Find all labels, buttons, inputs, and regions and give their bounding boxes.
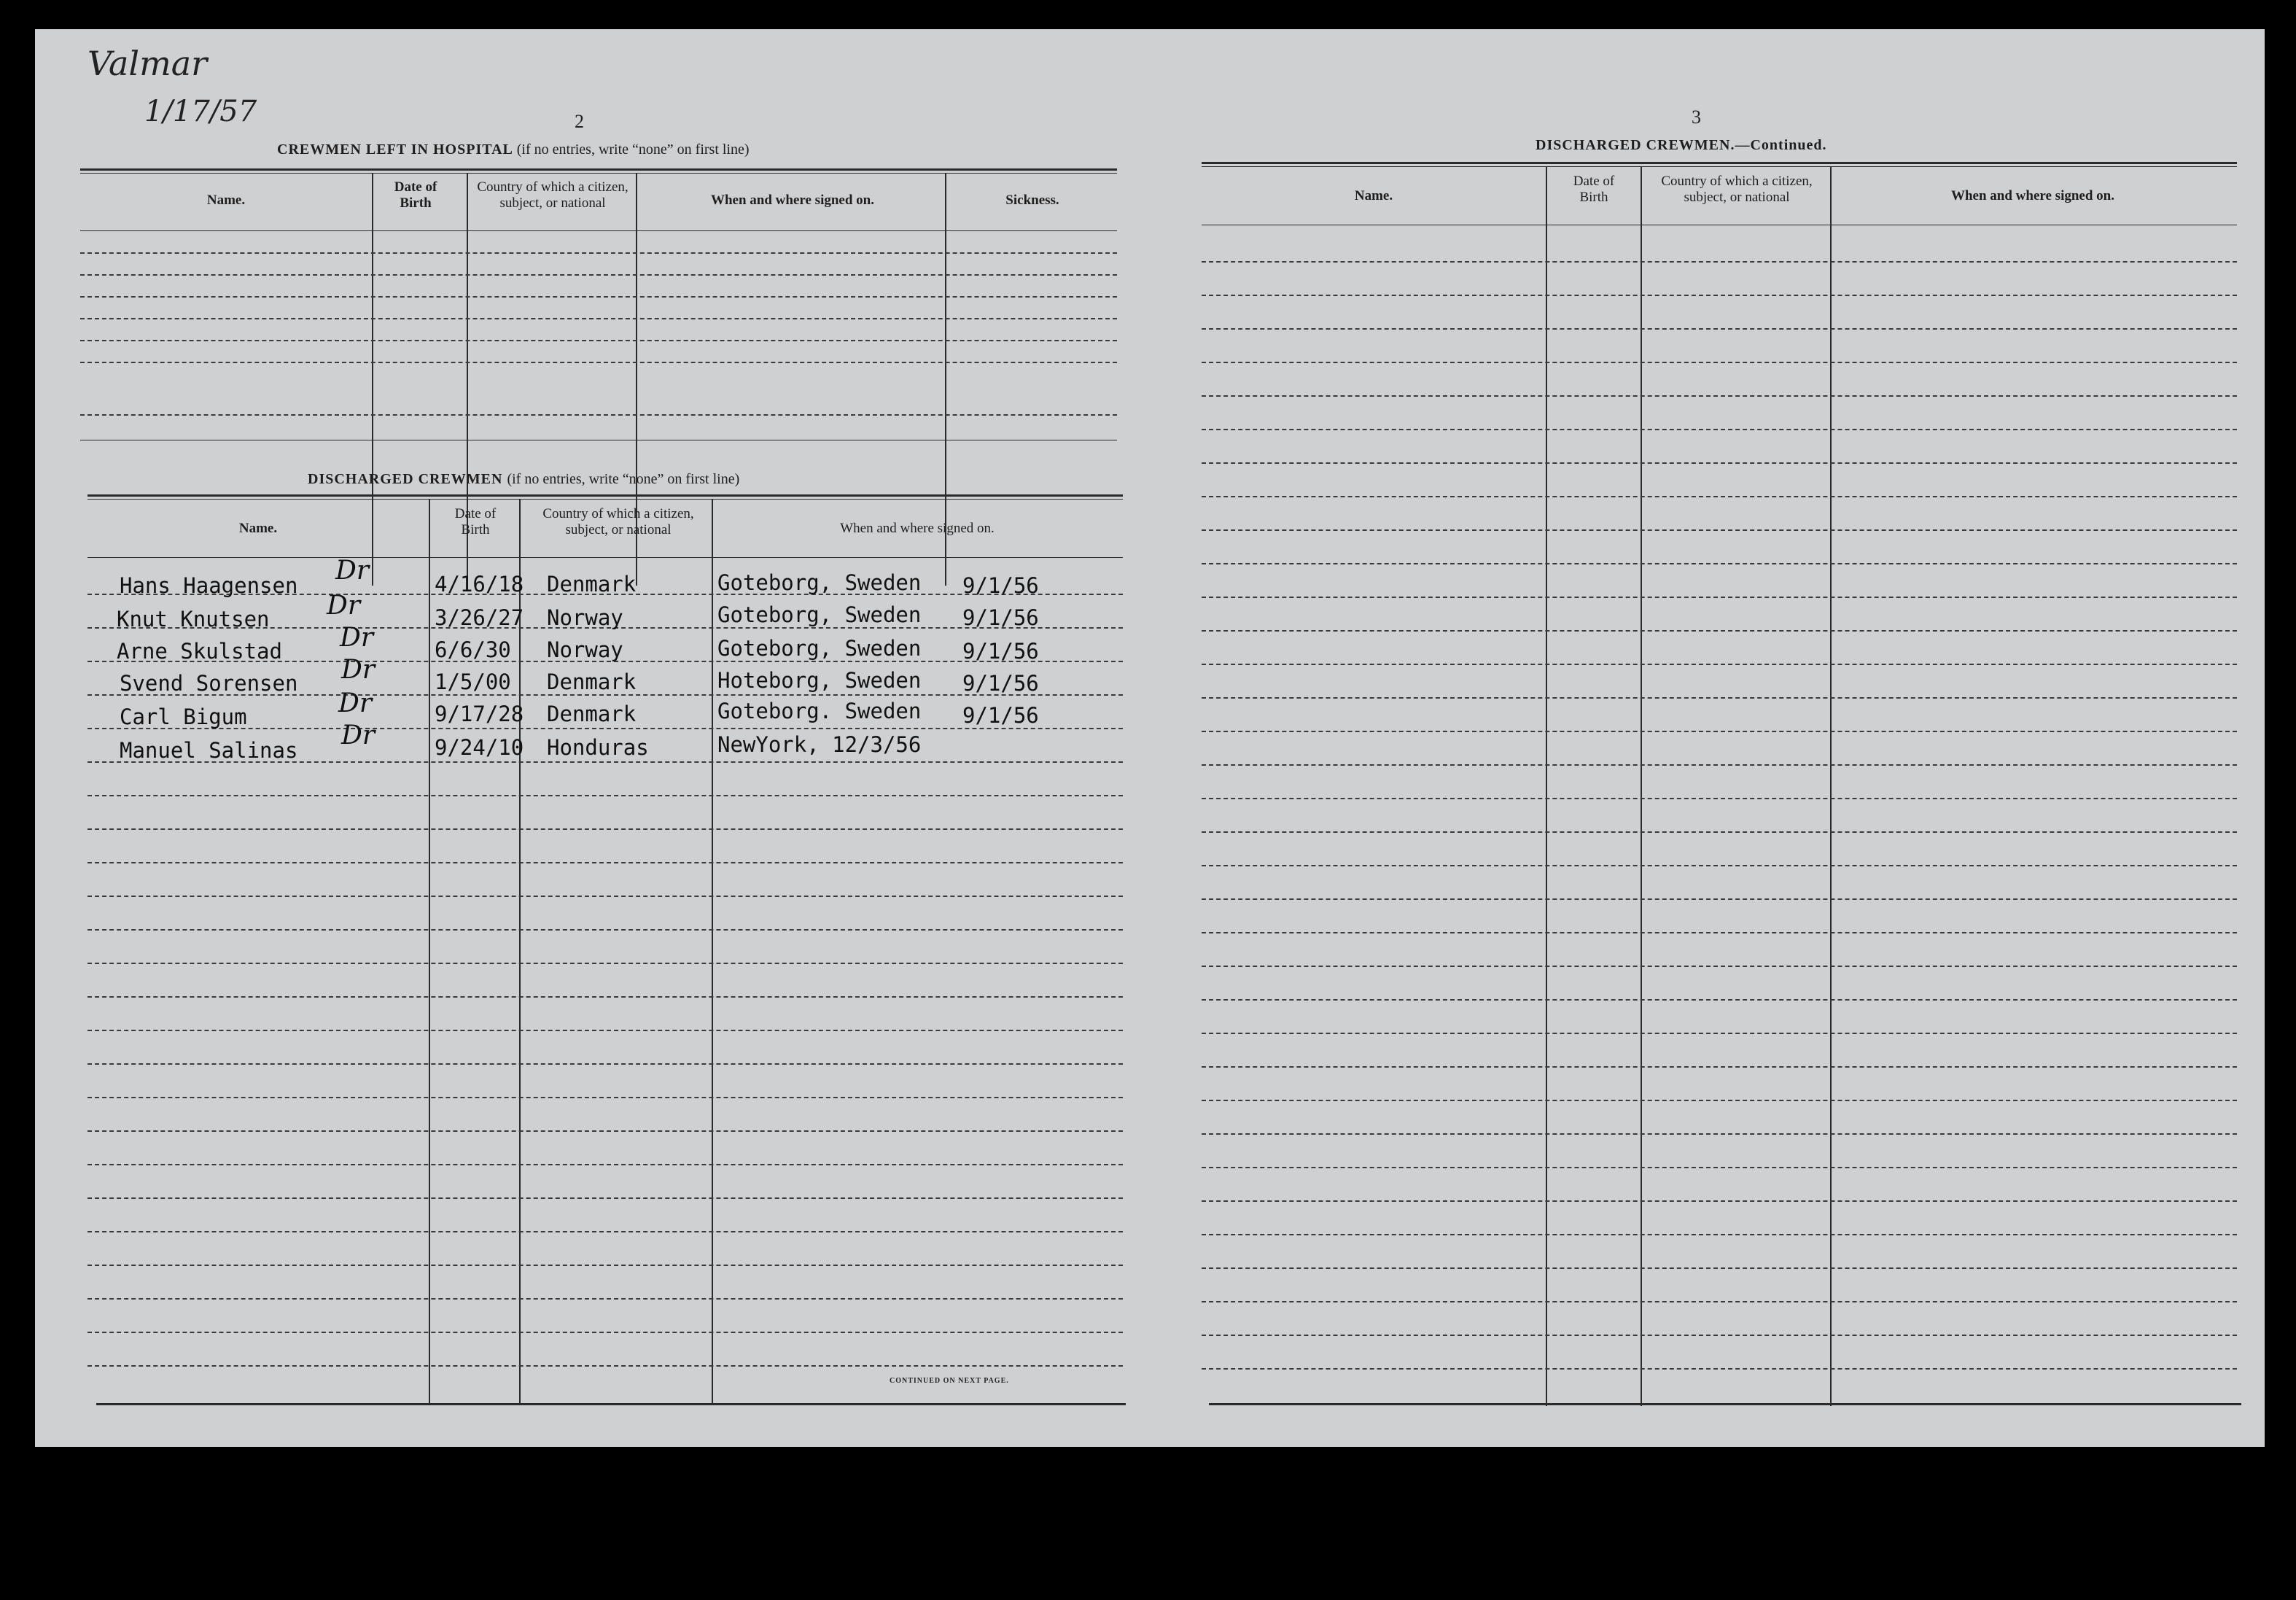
crew-signed-date: 9/1/56: [962, 573, 1039, 598]
discharged-header-signed-on: When and where signed on.: [840, 521, 995, 536]
crew-dob: 1/5/00: [435, 669, 511, 694]
discharge-mark: Dr: [327, 591, 361, 621]
document-sheet: [35, 29, 2265, 1447]
discharged-header-name: Name.: [238, 521, 278, 536]
crew-country: Norway: [547, 637, 623, 662]
crew-country: Honduras: [547, 735, 649, 760]
crew-signed-date: 9/1/56: [962, 605, 1039, 630]
crew-name: Hans Haagensen: [120, 573, 298, 598]
crew-name: Arne Skulstad: [117, 639, 282, 664]
page-number-right: 3: [1692, 106, 1701, 128]
continued-header-country: Country of which a citizen, subject, or national: [1661, 174, 1813, 205]
crew-dob: 4/16/18: [435, 572, 524, 597]
crew-signed-date: 9/1/56: [962, 671, 1039, 696]
hospital-section-title: [277, 141, 750, 158]
hospital-header-name: Name.: [206, 193, 246, 208]
crew-dob: 6/6/30: [435, 637, 511, 662]
hospital-header-sickness: Sickness.: [1005, 193, 1059, 208]
discharged-section-title: [308, 471, 739, 488]
crew-signed-place: Goteborg, Sweden: [717, 570, 922, 595]
discharge-mark: Dr: [338, 688, 373, 718]
crew-dob: 9/24/10: [435, 735, 524, 760]
hospital-header-signed-on: When and where signed on.: [710, 193, 874, 208]
discharged-header-country: Country of which a citizen, subject, or national: [542, 506, 694, 537]
hospital-table-top-rule: [80, 168, 1117, 171]
discharged-continued-title: DISCHARGED CREWMEN.—Continued.: [1536, 137, 1827, 153]
crew-name: Manuel Salinas: [120, 738, 298, 763]
crew-country: Denmark: [547, 669, 637, 694]
discharged-table-top-rule: [87, 494, 1123, 497]
discharged-header-rule: [87, 557, 1123, 558]
crew-dob: 3/26/27: [435, 605, 524, 630]
hospital-header-country: Country of which a citizen, subject, or national: [477, 179, 629, 211]
crew-name: Carl Bigum: [120, 704, 247, 729]
crew-country: Denmark: [547, 572, 637, 597]
crew-country: Norway: [547, 605, 623, 630]
crew-name: Knut Knutsen: [117, 607, 270, 632]
hospital-instruction: (if no entries, write “none” on first line): [516, 141, 750, 158]
page-number-left: 2: [575, 111, 584, 132]
hospital-header-rule: [80, 230, 1117, 231]
handwritten-vessel-name: Valmar: [87, 44, 208, 83]
handwritten-date: 1/17/57: [144, 95, 257, 128]
hospital-header-dob: Date of Birth: [394, 179, 437, 211]
discharged-title: DISCHARGED CREWMEN: [308, 471, 503, 487]
crew-signed-place: Hoteborg, Sweden: [717, 668, 922, 693]
discharge-mark: Dr: [341, 655, 375, 685]
crew-name: Svend Sorensen: [120, 671, 298, 696]
continued-header-name: Name.: [1354, 188, 1393, 203]
crew-dob: 9/17/28: [435, 702, 524, 726]
discharge-mark: Dr: [340, 623, 374, 653]
crew-signed-place: Goteborg, Sweden: [717, 636, 922, 661]
continued-footer: CONTINUED ON NEXT PAGE.: [890, 1377, 1009, 1385]
discharged-header-dob: Date of Birth: [454, 506, 497, 537]
crew-country: Denmark: [547, 702, 637, 726]
continued-header-dob: Date of Birth: [1573, 174, 1615, 205]
crew-signed-place: Goteborg, Sweden: [717, 602, 922, 627]
crew-signed-place: Goteborg. Sweden: [717, 699, 922, 723]
continued-table-top-rule: [1202, 162, 2237, 164]
continued-table-bottom-rule: [1209, 1403, 2241, 1405]
crew-signed-date: 9/1/56: [962, 703, 1039, 728]
continued-header-signed-on: When and where signed on.: [1950, 188, 2114, 203]
discharge-mark: Dr: [335, 556, 370, 586]
discharged-instruction: (if no entries, write “none” on first line): [507, 471, 740, 487]
discharge-mark: Dr: [341, 721, 375, 750]
discharged-table-bottom-rule: [96, 1403, 1126, 1405]
crew-signed-place: NewYork, 12/3/56: [717, 732, 922, 757]
hospital-title: CREWMEN LEFT IN HOSPITAL: [277, 141, 513, 158]
crew-signed-date: 9/1/56: [962, 639, 1039, 664]
